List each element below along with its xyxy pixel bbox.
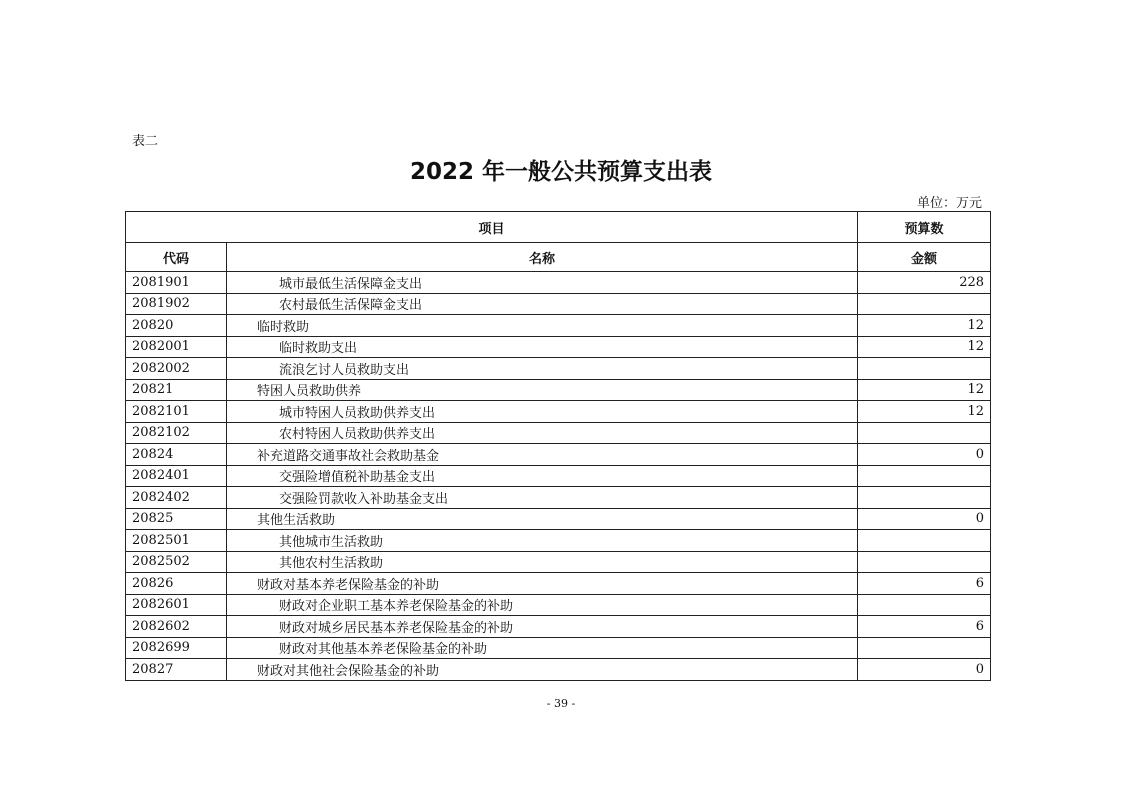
row-name: 交强险增值税补助基金支出 [227,465,858,487]
row-code: 20824 [126,444,227,466]
row-amount [858,293,991,315]
row-name: 特困人员救助供养 [227,379,858,401]
row-name: 其他农村生活救助 [227,551,858,573]
row-amount [858,551,991,573]
row-amount [858,594,991,616]
row-name: 农村特困人员救助供养支出 [227,422,858,444]
group-header-row [126,212,991,243]
row-name: 临时救助支出 [227,336,858,358]
row-code: 20821 [126,379,227,401]
row-name: 财政对其他社会保险基金的补助 [227,659,858,681]
table-row [126,508,991,530]
table-row [126,293,991,315]
header-name: 名称 [227,243,858,272]
row-name: 农村最低生活保障金支出 [227,293,858,315]
row-code: 20826 [126,573,227,595]
row-amount: 12 [858,336,991,358]
row-name: 补充道路交通事故社会救助基金 [227,444,858,466]
table-row [126,659,991,681]
table-row [126,573,991,595]
table-row [126,487,991,509]
row-name: 其他城市生活救助 [227,530,858,552]
row-name: 城市特困人员救助供养支出 [227,401,858,423]
table-label: 表二 [132,134,159,149]
table-row [126,379,991,401]
table-row [126,637,991,659]
row-code: 2082502 [126,551,227,573]
row-name: 城市最低生活保障金支出 [227,272,858,294]
row-code: 2082101 [126,401,227,423]
row-code: 2082401 [126,465,227,487]
row-amount: 12 [858,401,991,423]
row-amount: 6 [858,616,991,638]
row-name: 财政对其他基本养老保险基金的补助 [227,637,858,659]
row-code: 2082002 [126,358,227,380]
header-code: 代码 [126,243,227,272]
row-amount: 12 [858,315,991,337]
table-row [126,272,991,294]
row-amount: 228 [858,272,991,294]
row-amount [858,487,991,509]
table-row [126,444,991,466]
table-row [126,616,991,638]
row-amount [858,465,991,487]
table-row [126,401,991,423]
table-row [126,422,991,444]
header-project: 项目 [126,212,858,243]
row-amount: 0 [858,444,991,466]
row-code: 2082601 [126,594,227,616]
unit-note: 单位：万元 [916,196,982,211]
row-amount: 0 [858,659,991,681]
row-code: 2082699 [126,637,227,659]
header-budget: 预算数 [858,212,991,243]
table-row [126,465,991,487]
row-code: 2081902 [126,293,227,315]
row-amount [858,422,991,444]
row-code: 2081901 [126,272,227,294]
row-name: 财政对企业职工基本养老保险基金的补助 [227,594,858,616]
row-code: 20825 [126,508,227,530]
row-name: 财政对城乡居民基本养老保险基金的补助 [227,616,858,638]
table-row [126,551,991,573]
table-row [126,358,991,380]
row-code: 20820 [126,315,227,337]
row-name: 流浪乞讨人员救助支出 [227,358,858,380]
table-row [126,530,991,552]
row-name: 临时救助 [227,315,858,337]
row-code: 2082102 [126,422,227,444]
table-row [126,594,991,616]
row-amount [858,637,991,659]
budget-table [125,211,991,681]
row-amount: 12 [858,379,991,401]
row-amount [858,530,991,552]
row-name: 交强险罚款收入补助基金支出 [227,487,858,509]
row-name: 财政对基本养老保险基金的补助 [227,573,858,595]
row-amount [858,358,991,380]
row-code: 20827 [126,659,227,681]
row-code: 2082402 [126,487,227,509]
header-amount: 金额 [858,243,991,272]
column-header-row [126,243,991,272]
page-number: - 39 - [546,697,576,710]
row-code: 2082501 [126,530,227,552]
row-code: 2082602 [126,616,227,638]
table-body [126,272,991,681]
row-amount: 0 [858,508,991,530]
row-amount: 6 [858,573,991,595]
table-row [126,336,991,358]
row-code: 2082001 [126,336,227,358]
page-title: 2022 年一般公共预算支出表 [409,159,713,185]
table-row [126,315,991,337]
row-name: 其他生活救助 [227,508,858,530]
